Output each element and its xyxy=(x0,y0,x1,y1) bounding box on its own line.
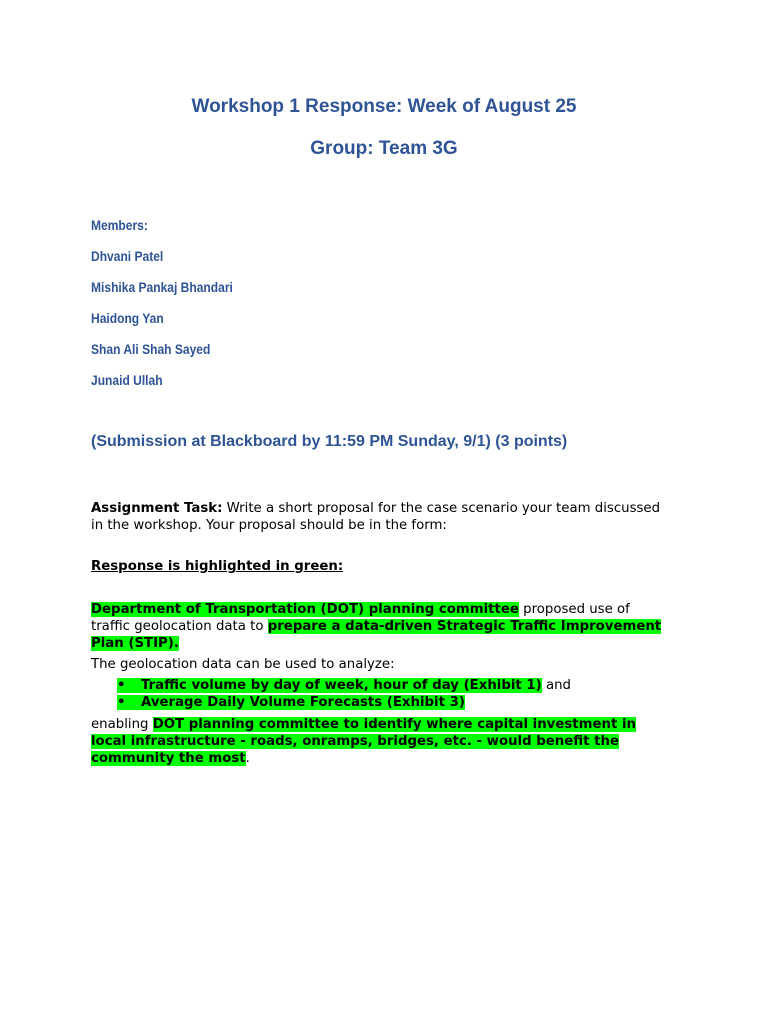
group-heading: Group: Team 3G xyxy=(310,138,458,159)
member-name: Shan Ali Shah Sayed xyxy=(91,341,211,357)
bullet-highlight xyxy=(117,678,542,693)
response-note: Response is highlighted in green: xyxy=(91,559,344,574)
member-name: Junaid Ullah xyxy=(91,372,163,388)
member-name: Dhvani Patel xyxy=(91,248,164,264)
submission-note: (Submission at Blackboard by 11:59 PM Sunday, 9/1) (3 points) xyxy=(91,433,568,450)
highlight-who: Department of Transportation (DOT) planning committee xyxy=(91,602,519,617)
enabling-end: . xyxy=(245,751,250,766)
highlight-goal: prepare a data-driven Strategic Traffic Improvement Plan (STIP) xyxy=(91,619,662,651)
assignment-task xyxy=(91,500,671,534)
enabling-prefix: enabling xyxy=(91,717,153,732)
bullet-marker: • xyxy=(117,695,126,710)
enabling-statement xyxy=(91,716,671,767)
bullet-joiner: and xyxy=(541,678,571,693)
bullet-item xyxy=(117,677,571,694)
document-title: Workshop 1 Response: Week of August 25 xyxy=(191,96,577,117)
proposal-end: . xyxy=(173,636,179,651)
bullet-text: Traffic volume by day of week, hour of day (Exhibit 1) xyxy=(141,678,542,693)
members-list xyxy=(91,216,233,402)
members-label: Members: xyxy=(91,217,148,233)
highlight-enabling: DOT planning committee to identify where capital investment in local infrastructure - roads, onramps, bridges, etc. - would benefit the community the most xyxy=(91,717,636,766)
bullet-marker: • xyxy=(117,678,126,693)
bullet-item xyxy=(117,694,571,711)
assignment-task-text: Write a short proposal for the case scenario your team discussed in the workshop. Your proposal should be in the form: xyxy=(91,501,661,533)
bullet-text: Average Daily Volume Forecasts (Exhibit 3) xyxy=(141,695,465,710)
analyze-intro: The geolocation data can be used to analyze: xyxy=(91,657,395,672)
proposal-middle: proposed use of traffic geolocation data to xyxy=(91,602,630,634)
analysis-bullets xyxy=(117,677,571,711)
member-name: Haidong Yan xyxy=(91,310,164,326)
member-name: Mishika Pankaj Bhandari xyxy=(91,279,233,295)
bullet-highlight xyxy=(117,695,465,710)
proposal-statement xyxy=(91,601,671,652)
assignment-task-label: Assignment Task: xyxy=(91,501,223,516)
